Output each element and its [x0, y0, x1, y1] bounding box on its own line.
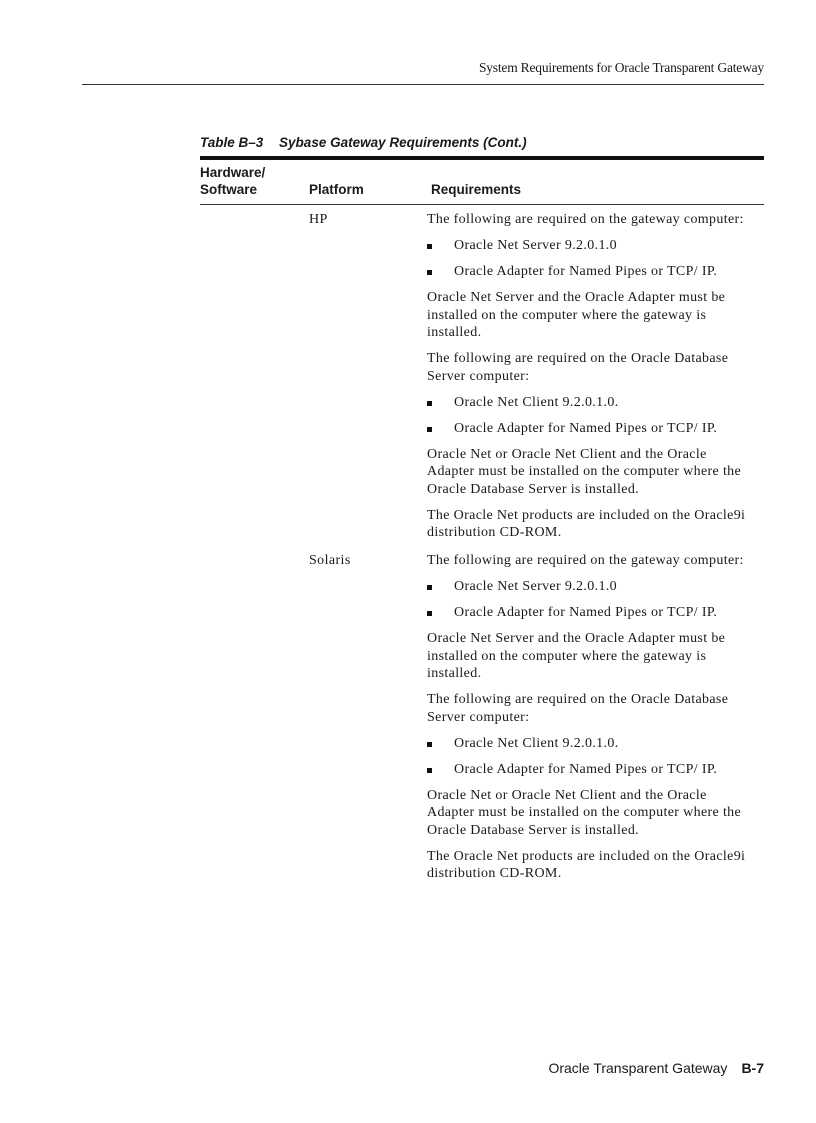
page-footer — [548, 1060, 764, 1076]
list-item-text: Oracle Net Server 9.2.0.1.0 — [454, 579, 618, 594]
list-item-text: Oracle Adapter for Named Pipes or TCP/ IP. — [454, 420, 718, 436]
column-header-platform: Platform — [309, 182, 364, 197]
list-item — [427, 394, 757, 412]
footer-title: Oracle Transparent Gateway — [548, 1060, 728, 1076]
req-note: Oracle Net or Oracle Net Client and the Oracle Adapter must be installed on the computer where the Oracle Database Server is installed. — [427, 446, 742, 497]
column-header-hardware-line2: Software — [200, 182, 258, 197]
list-item-text: Oracle Net Server 9.2.0.1.0 — [454, 238, 618, 253]
req-intro: The following are required on the Oracle Database Server computer: — [427, 351, 729, 384]
bullet-icon — [427, 768, 432, 773]
running-header-text: System Requirements for Oracle Transparent Gateway — [478, 60, 764, 75]
column-header-hardware-software — [200, 164, 265, 198]
table-caption-title: Sybase Gateway Requirements (Cont.) — [279, 135, 527, 150]
column-header-requirements: Requirements — [431, 182, 522, 197]
list-item — [427, 604, 757, 622]
req-note: The Oracle Net products are included on the Oracle9i distribution CD-ROM. — [427, 848, 746, 881]
req-intro: The following are required on the Oracle Database Server computer: — [427, 692, 729, 725]
bullet-icon — [427, 270, 432, 275]
list-item — [427, 761, 757, 779]
req-note: Oracle Net Server and the Oracle Adapter must be installed on the computer where the gateway is installed. — [427, 631, 726, 681]
list-item-text: Oracle Adapter for Named Pipes or TCP/ IP. — [454, 605, 718, 620]
list-item — [427, 578, 757, 596]
running-header — [82, 60, 764, 85]
list-item-text: Oracle Net Client 9.2.0.1.0. — [454, 394, 619, 410]
column-header-hardware-line1: Hardware/ — [200, 165, 266, 180]
platform-cell-hp: HP — [309, 212, 328, 227]
req-intro: The following are required on the gateway computer: — [427, 212, 744, 227]
bullet-icon — [427, 611, 432, 616]
req-note: The Oracle Net products are included on the Oracle9i distribution CD-ROM. — [427, 507, 746, 540]
bullet-icon — [427, 244, 432, 249]
page-number: B-7 — [741, 1060, 764, 1076]
bullet-icon — [427, 427, 432, 432]
platform-cell-solaris: Solaris — [309, 553, 351, 568]
list-item-text: Oracle Adapter for Named Pipes or TCP/ IP. — [454, 264, 718, 279]
table-top-rule — [200, 156, 764, 160]
bullet-icon — [427, 742, 432, 747]
bullet-icon — [427, 401, 432, 406]
requirements-cell-solaris — [427, 552, 757, 891]
table-caption — [200, 135, 527, 150]
list-item — [427, 263, 757, 281]
list-item-text: Oracle Net Client 9.2.0.1.0. — [454, 735, 619, 751]
list-item — [427, 420, 757, 438]
req-note: Oracle Net or Oracle Net Client and the Oracle Adapter must be installed on the computer where the Oracle Database Server is installed. — [427, 787, 742, 838]
req-note: Oracle Net Server and the Oracle Adapter must be installed on the computer where the gateway is installed. — [427, 290, 726, 340]
list-item — [427, 237, 757, 255]
requirements-cell-hp — [427, 211, 757, 550]
bullet-icon — [427, 585, 432, 590]
req-intro: The following are required on the gateway computer: — [427, 553, 744, 568]
list-item — [427, 735, 757, 753]
table-caption-number: Table B–3 — [200, 135, 264, 150]
list-item-text: Oracle Adapter for Named Pipes or TCP/ IP. — [454, 761, 718, 777]
table-header-row — [200, 164, 764, 205]
